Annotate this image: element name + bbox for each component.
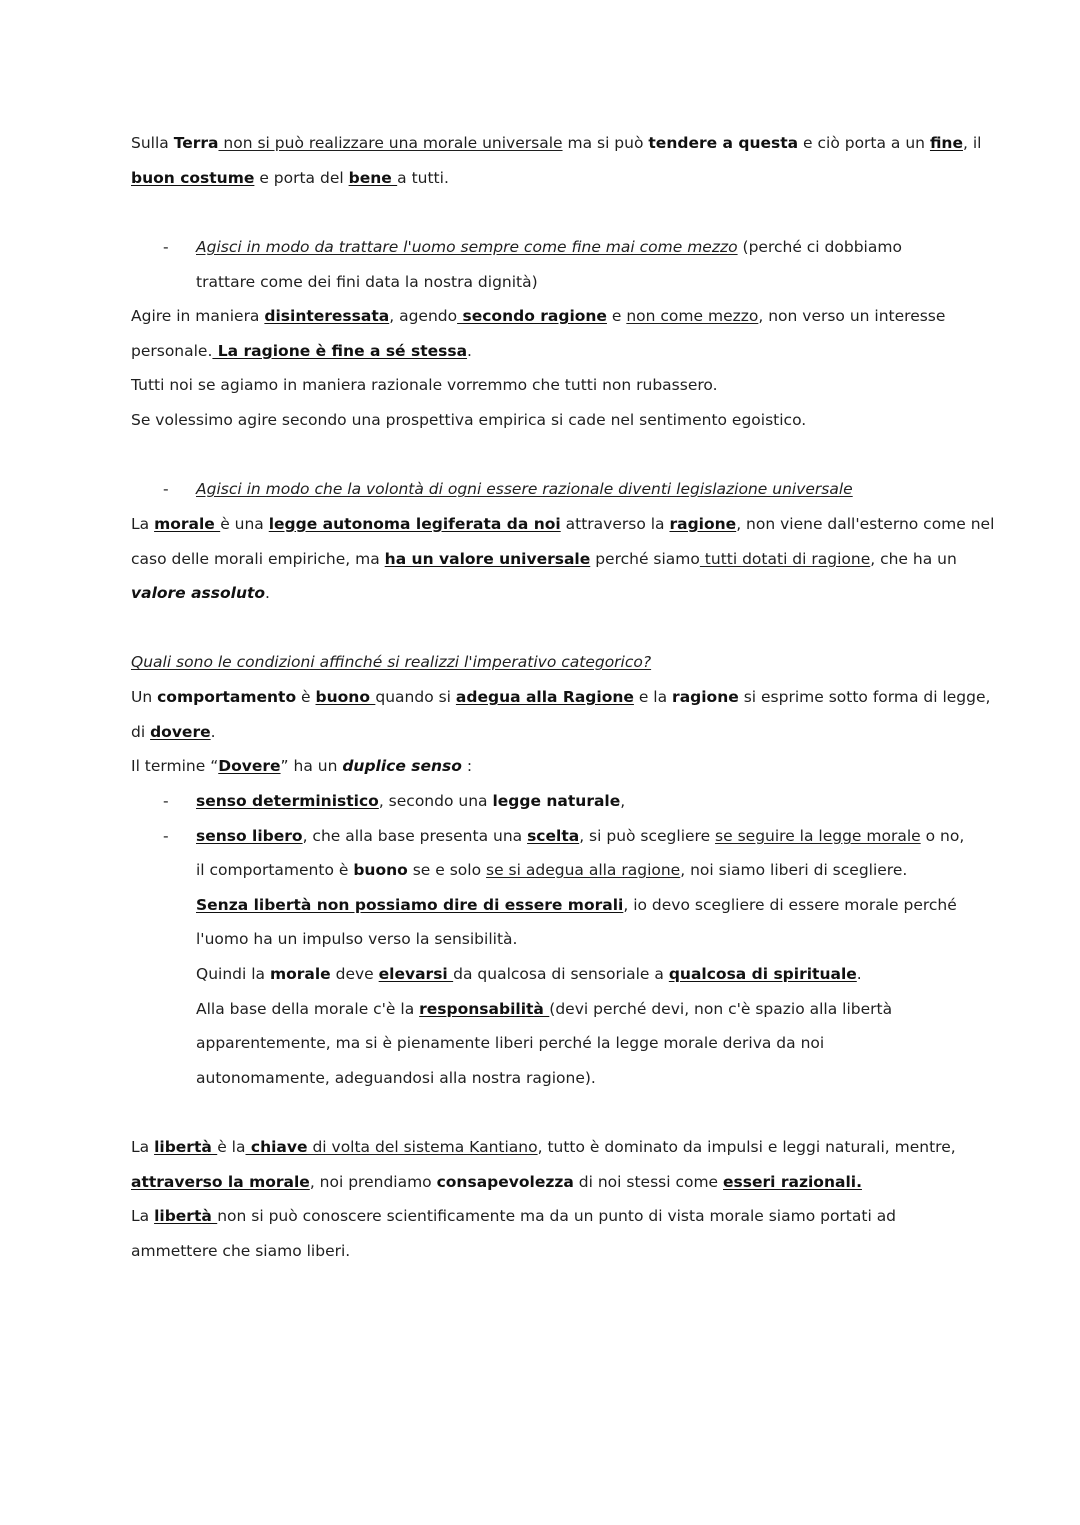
text: , tutto è dominato da impulsi e leggi naturali, mentre, xyxy=(537,1138,956,1156)
text: Agire in maniera xyxy=(131,307,265,325)
text: è la xyxy=(217,1138,246,1156)
bold-underlined-text: disinteressata xyxy=(264,307,390,325)
text: deve xyxy=(330,965,379,983)
bullet-line xyxy=(196,860,907,880)
bold-underlined-text: La ragione è fine a sé stessa xyxy=(212,342,468,360)
bold-underlined-text: Senza libertà non possiamo dire di essere morali xyxy=(196,896,624,914)
bold-text: buono xyxy=(353,861,408,879)
bold-italic-text: valore assoluto xyxy=(131,584,266,602)
text: se e solo xyxy=(407,861,487,879)
paragraph-line xyxy=(131,549,957,569)
bullet-dash: - xyxy=(163,792,169,810)
text: , si può scegliere xyxy=(579,827,716,845)
bold-italic-text: duplice senso xyxy=(342,757,462,775)
text: attraverso la xyxy=(560,515,670,533)
bold-underlined-text: morale xyxy=(154,515,221,533)
text: è xyxy=(296,688,316,706)
text: quando si xyxy=(375,688,456,706)
bold-underlined-text: ha un valore universale xyxy=(384,550,591,568)
paragraph-line xyxy=(131,583,270,603)
bold-text: morale xyxy=(269,965,331,983)
bullet-line xyxy=(196,791,625,811)
text: . xyxy=(210,723,216,741)
paragraph-line xyxy=(131,756,472,776)
underlined-text: non come mezzo xyxy=(626,307,759,325)
bold-underlined-text: elevarsi xyxy=(378,965,454,983)
text: , noi siamo liberi di scegliere. xyxy=(680,861,908,879)
bullet-line xyxy=(196,826,964,846)
text: Quindi la xyxy=(196,965,270,983)
bold-underlined-text: libertà xyxy=(154,1138,218,1156)
text: . xyxy=(856,965,862,983)
text: è una xyxy=(220,515,269,533)
paragraph-line xyxy=(131,1172,862,1192)
text: ” ha un xyxy=(280,757,343,775)
paragraph-line: Tutti noi se agiamo in maniera razionale vorremmo che tutti non rubassero. xyxy=(131,376,718,394)
text: , io devo scegliere di essere morale perché xyxy=(623,896,957,914)
underlined-text: di volta del sistema Kantiano xyxy=(307,1138,538,1156)
bold-underlined-text: secondo ragione xyxy=(457,307,607,325)
text: , che alla base presenta una xyxy=(302,827,528,845)
text: e ciò porta a un xyxy=(798,134,930,152)
underlined-text: se seguire la legge morale xyxy=(715,827,921,845)
text: : xyxy=(461,757,473,775)
bold-underlined-text: legge autonoma legiferata da noi xyxy=(268,515,561,533)
bold-underlined-text: senso deterministico xyxy=(196,792,379,810)
bold-text: consapevolezza xyxy=(436,1173,574,1191)
text: si esprime sotto forma di legge, xyxy=(738,688,991,706)
text: . xyxy=(467,342,472,360)
bold-underlined-text: attraverso la morale xyxy=(131,1173,310,1191)
bullet-line xyxy=(196,479,853,499)
paragraph-line xyxy=(131,306,945,326)
bold-text: Terra xyxy=(173,134,219,152)
bullet-line xyxy=(196,895,957,915)
text: personale. xyxy=(131,342,213,360)
italic-underlined-question: Quali sono le condizioni affinché si realizzi l'imperativo categorico? xyxy=(131,653,652,671)
text: di xyxy=(131,723,151,741)
bold-underlined-text: ragione xyxy=(669,515,737,533)
bullet-line: l'uomo ha un impulso verso la sensibilità. xyxy=(196,930,518,948)
text: , xyxy=(620,792,626,810)
bullet-line xyxy=(196,999,892,1019)
text: Alla base della morale c'è la xyxy=(196,1000,420,1018)
text: La xyxy=(131,1207,155,1225)
bold-underlined-text: adegua alla Ragione xyxy=(455,688,634,706)
bold-underlined-text: dovere xyxy=(150,723,211,741)
paragraph-line: ammettere che siamo liberi. xyxy=(131,1242,351,1260)
bold-underlined-text: bene xyxy=(348,169,398,187)
bold-underlined-text: responsabilità xyxy=(419,1000,550,1018)
text: . xyxy=(265,584,270,602)
paragraph-line xyxy=(131,1206,896,1226)
bullet-dash: - xyxy=(163,480,169,498)
text: , non verso un interesse xyxy=(758,307,946,325)
paragraph-line xyxy=(131,1137,956,1157)
text: perché siamo xyxy=(590,550,700,568)
text: La xyxy=(131,1138,155,1156)
bold-text: legge naturale xyxy=(492,792,621,810)
text: Il termine “ xyxy=(131,757,219,775)
text: da qualcosa di sensoriale a xyxy=(453,965,669,983)
bullet-line: trattare come dei fini data la nostra dignità) xyxy=(196,273,538,291)
text: a tutti. xyxy=(397,169,449,187)
bullet-line: autonomamente, adeguandosi alla nostra ragione). xyxy=(196,1069,596,1087)
text: Sulla xyxy=(131,134,174,152)
bold-underlined-text: fine xyxy=(929,134,963,152)
bold-text: ragione xyxy=(672,688,739,706)
text: , noi prendiamo xyxy=(309,1173,437,1191)
text: caso delle morali empiriche, ma xyxy=(131,550,385,568)
text: , non viene dall'esterno come nel xyxy=(736,515,995,533)
text: non si può conoscere scientificamente ma da un punto di vista morale siamo portati ad xyxy=(217,1207,897,1225)
bold-text: tendere a questa xyxy=(648,134,799,152)
text: e xyxy=(606,307,627,325)
text: ma si può xyxy=(562,134,649,152)
bold-text: comportamento xyxy=(157,688,297,706)
bold-underlined-text: buon costume xyxy=(131,169,255,187)
paragraph-line xyxy=(131,687,990,707)
bullet-line xyxy=(196,237,902,257)
bold-underlined-text: esseri razionali. xyxy=(723,1173,862,1191)
paragraph-line xyxy=(131,168,449,188)
bullet-line xyxy=(196,964,862,984)
text: , agendo xyxy=(389,307,458,325)
text: , il xyxy=(962,134,982,152)
bold-underlined-text: qualcosa di spirituale xyxy=(668,965,857,983)
bold-underlined-text: Dovere xyxy=(218,757,281,775)
bullet-dash: - xyxy=(163,238,169,256)
italic-underlined-text: Agisci in modo che la volontà di ogni essere razionale diventi legislazione universale xyxy=(196,480,853,498)
text: , che ha un xyxy=(870,550,957,568)
italic-underlined-text: Agisci in modo da trattare l'uomo sempre come fine mai come mezzo xyxy=(196,238,738,256)
paragraph-line xyxy=(131,133,981,153)
bullet-dash: - xyxy=(163,827,169,845)
paragraph-line: Se volessimo agire secondo una prospettiva empirica si cade nel sentimento egoistico. xyxy=(131,411,807,429)
text: (devi perché devi, non c'è spazio alla libertà xyxy=(549,1000,893,1018)
bold-underlined-text: libertà xyxy=(154,1207,218,1225)
underlined-text: non si può realizzare una morale universale xyxy=(218,134,563,152)
text: e porta del xyxy=(254,169,349,187)
text: , secondo una xyxy=(378,792,493,810)
text: il comportamento è xyxy=(196,861,354,879)
text: La xyxy=(131,515,155,533)
text: e la xyxy=(633,688,673,706)
underlined-text: tutti dotati di ragione xyxy=(699,550,871,568)
underlined-text: se si adegua alla ragione xyxy=(486,861,681,879)
paragraph-line xyxy=(131,722,216,742)
paragraph-line xyxy=(131,341,472,361)
text: (perché ci dobbiamo xyxy=(737,238,902,256)
paragraph-line xyxy=(131,514,994,534)
bold-underlined-text: senso libero xyxy=(196,827,303,845)
bold-underlined-text: buono xyxy=(315,688,376,706)
text: di noi stessi come xyxy=(573,1173,724,1191)
bold-underlined-text: chiave xyxy=(245,1138,308,1156)
text: Un xyxy=(131,688,158,706)
text: o no, xyxy=(920,827,965,845)
bullet-line: apparentemente, ma si è pienamente liberi perché la legge morale deriva da noi xyxy=(196,1034,825,1052)
bold-underlined-text: scelta xyxy=(527,827,580,845)
question-line xyxy=(131,652,651,672)
